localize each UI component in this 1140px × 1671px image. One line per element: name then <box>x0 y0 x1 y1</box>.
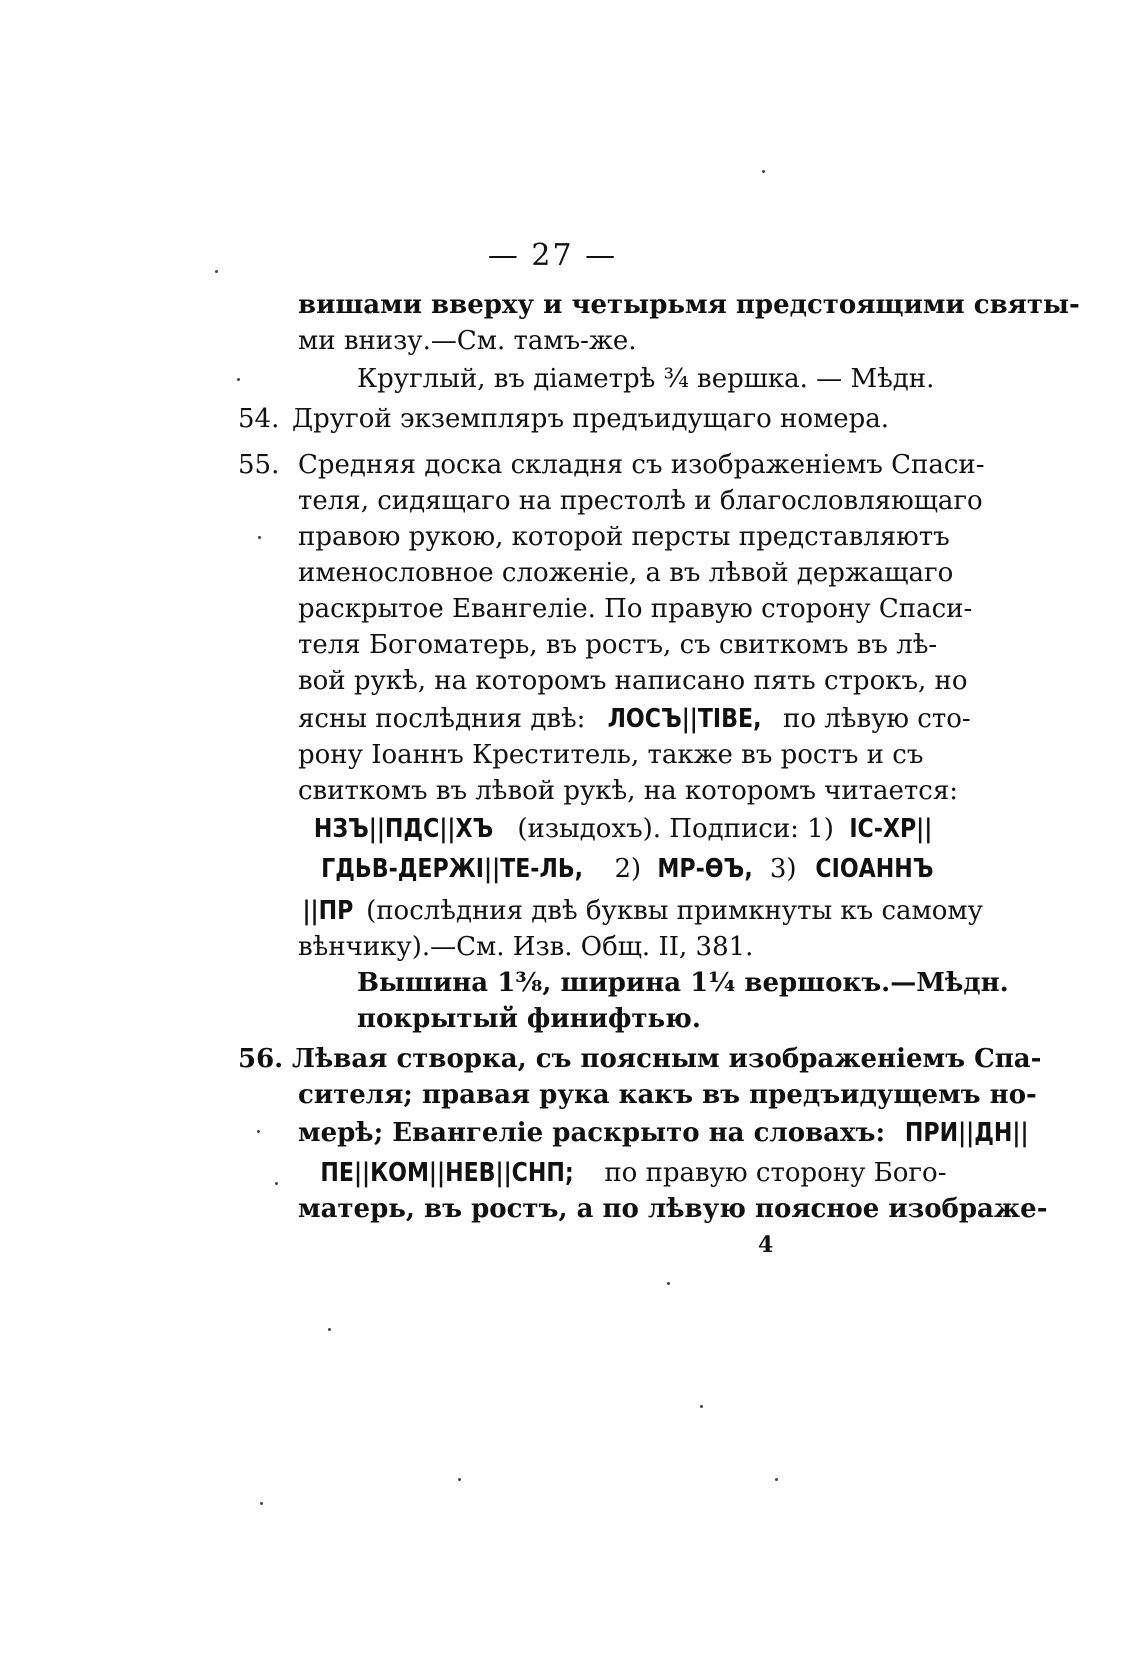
text-line: Лѣвая створка, съ поясным изображеніемъ Спа- <box>292 1044 1042 1074</box>
text-run: мерѣ; Евангеліе раскрыто на словахъ: <box>298 1118 886 1148</box>
church-slavonic-inscription: ПЕ||КОМ||НЕВ||СНП; <box>320 1158 574 1188</box>
text-run: (изыдохъ). Подписи: 1) <box>517 814 834 844</box>
text-line: Средняя доска складня съ изображеніемъ Спаси- <box>298 450 985 480</box>
text-line: матерь, въ ростъ, а по лѣвую поясное изображе- <box>298 1194 1048 1224</box>
church-slavonic-inscription: ІС-ХР|| <box>849 814 933 844</box>
scan-speck <box>762 170 765 173</box>
text-run: ясны послѣдния двѣ: <box>298 704 586 734</box>
church-slavonic-inscription: ||ПР <box>302 896 354 926</box>
text-line: Другой экземпляръ предъидущаго номера. <box>292 404 890 434</box>
text-line: вой рукѣ, на которомъ написано пять строкъ, но <box>298 666 968 696</box>
signature-mark: 4 <box>758 1232 774 1258</box>
text-run: по лѣвую сто- <box>783 704 971 734</box>
text-line <box>298 1120 1040 1146</box>
church-slavonic-inscription: МР-ѲЪ, <box>657 854 754 884</box>
scan-speck <box>215 270 218 273</box>
scan-speck <box>700 1405 703 1408</box>
page-number: — 27 — <box>487 238 618 273</box>
item-number: 54. <box>238 404 280 434</box>
text-line: свиткомъ въ лѣвой рукѣ, на которомъ читается: <box>298 776 959 806</box>
scan-speck <box>667 1282 670 1285</box>
text-line <box>298 816 940 842</box>
scan-speck <box>258 536 261 539</box>
text-line: именословное сложеніе, а въ лѣвой держащаго <box>298 558 954 588</box>
text-line <box>298 898 983 924</box>
text-line: вѣнчику).—См. Изв. Общ. II, 381. <box>298 932 754 962</box>
text-line: теля, сидящаго на престолѣ и благословляющаго <box>298 486 983 516</box>
text-line: рону Іоаннъ Креститель, также въ ростъ и съ <box>298 740 924 770</box>
text-run: 2) <box>614 854 642 884</box>
text-line <box>298 856 944 882</box>
church-slavonic-inscription: СІОАННЪ <box>815 854 934 884</box>
text-run: (послѣдния двѣ буквы примкнуты къ самому <box>366 896 983 926</box>
text-line: сителя; правая рука какъ въ предъидущемъ но- <box>298 1080 1037 1110</box>
scan-speck <box>257 1130 260 1133</box>
scan-speck <box>260 1502 263 1505</box>
scan-speck <box>328 1328 331 1331</box>
text-line: вишами вверху и четырьмя предстоящими святы- <box>298 290 1080 320</box>
text-line: покрытый финифтью. <box>357 1004 701 1034</box>
text-line: раскрытое Евангеліе. По правую сторону Спаси- <box>298 594 973 624</box>
text-line: Круглый, въ діаметрѣ ³⁄₄ вершка. — Мѣдн. <box>357 364 935 394</box>
text-line <box>298 706 971 732</box>
text-line: ми внизу.—См. тамъ-же. <box>298 326 637 356</box>
scan-speck <box>237 378 240 381</box>
text-line: Вышина 1³⁄₈, ширина 1¹⁄₄ вершокъ.—Мѣдн. <box>357 968 1009 998</box>
scan-speck <box>275 1182 278 1185</box>
text-run: по правую сторону Бого- <box>604 1158 947 1188</box>
church-slavonic-inscription: ГДЬВ-ДЕРЖІ||ТЕ-ЛЬ, <box>321 854 584 884</box>
text-line: правою рукою, которой персты представляютъ <box>298 522 950 552</box>
church-slavonic-inscription: ЛОСЪ||ТІВЕ, <box>607 704 762 734</box>
scan-speck <box>775 1478 778 1481</box>
church-slavonic-inscription: НЗЪ||ПДС||ХЪ <box>313 814 494 844</box>
scan-speck <box>458 1478 461 1481</box>
text-run: 3) <box>769 854 797 884</box>
church-slavonic-inscription: ПРИ||ДН|| <box>905 1118 1029 1148</box>
item-number: 56. <box>238 1044 284 1074</box>
text-line: теля Богоматерь, въ ростъ, съ свиткомъ въ лѣ- <box>298 630 938 660</box>
text-line <box>298 1160 947 1186</box>
item-number: 55. <box>238 450 280 480</box>
